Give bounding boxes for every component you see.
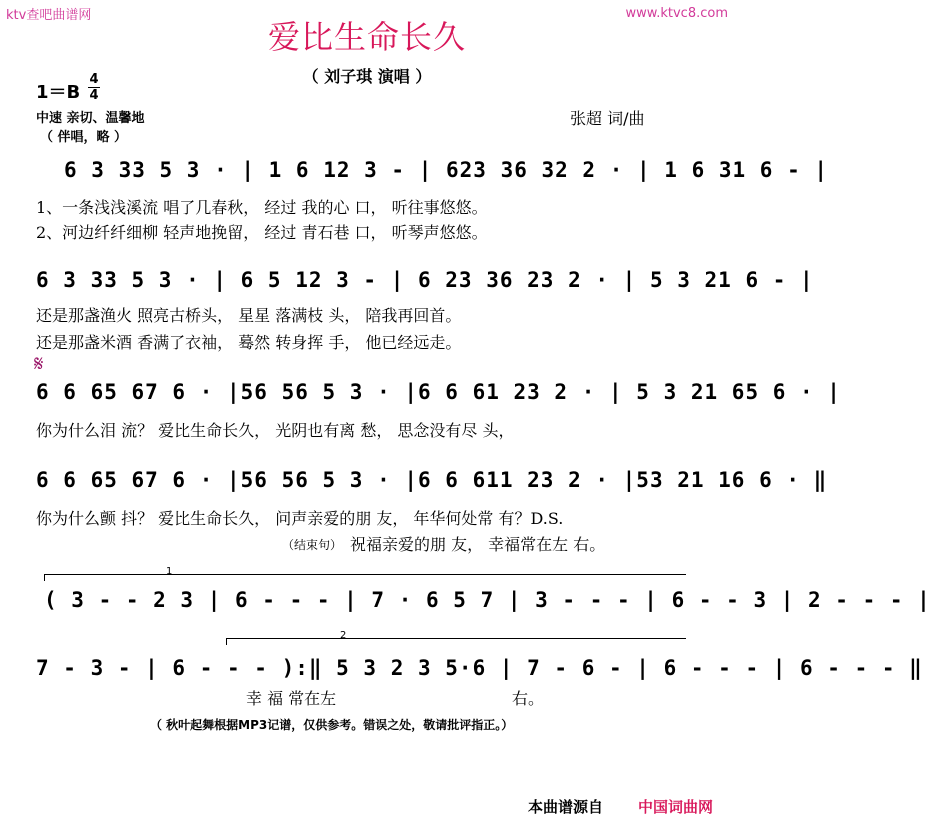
notation-row-3: 6 6 65 67 6 · |56 56 5 3 · |6 6 61 23 2 · | 5 3 21 65 6 · | (36, 380, 841, 404)
notation-row-2: 6 3 33 5 3 · | 6 5 12 3 - | 6 23 36 23 2 · | 5 3 21 6 - | (36, 268, 814, 292)
volta-1-bracket (44, 574, 171, 581)
volta-lyric-b: 右。 (512, 689, 545, 708)
author-credit: 张超 词/曲 (570, 109, 645, 128)
ending-label: （结束句） (282, 538, 343, 552)
lyric-row-3: 你为什么泪 流？ 爱比生命长久， 光阴也有离 愁， 思念没有尽 头， (36, 421, 515, 440)
tempo-marking: 中速 亲切、温馨地 (36, 111, 145, 126)
time-signature-top: 4 (89, 72, 99, 87)
volta-2-bracket (226, 638, 343, 645)
notation-row-4: 6 6 65 67 6 · |56 56 5 3 · |6 6 611 23 2 · |53 21 16 6 · ‖ (36, 468, 828, 492)
lyric-row-2-verse-2: 还是那盏米酒 香满了衣袖， 蓦然 转身挥 手， 他已经远走。 (36, 333, 462, 352)
source-label: 本曲谱源自 (528, 798, 604, 816)
volta-1-extension (170, 574, 686, 575)
footnote: （ 秋叶起舞根据MP3记谱，仅供参考。错误之处，敬请批评指正。） (150, 718, 514, 732)
source-site: 中国词曲网 (638, 798, 714, 816)
lyric-row-2-verse-1: 还是那盏渔火 照亮古桥头， 星星 落满枝 头， 陪我再回首。 (36, 306, 462, 325)
volta-2-number: 2 (340, 630, 347, 641)
lyric-row-1-verse-1: 1、一条浅浅溪流 唱了几春秋， 经过 我的心 口， 听往事悠悠。 (36, 198, 488, 217)
accompaniment-note: （ 伴唱，略 ） (40, 130, 128, 145)
volta-lyric-a: 幸 福 常在左 (246, 689, 337, 708)
key-signature: 1＝B (36, 82, 81, 103)
segno-sign: 𝄋 (34, 352, 44, 377)
volta-1-number: 1 (166, 566, 173, 577)
volta-2-extension (342, 638, 686, 639)
time-signature-bottom: 4 (89, 88, 99, 103)
notation-row-6: 7 - 3 - | 6 - - - ):‖ 5 3 2 3 5·6 | 7 - 6 - | 6 - - - | 6 - - - ‖ (36, 656, 923, 680)
time-signature (88, 73, 100, 102)
lyric-row-4: 你为什么颤 抖？ 爱比生命长久， 问声亲爱的朋 友， 年华何处常 有？D.S. (36, 509, 564, 528)
watermark-right: www.ktvc8.com (625, 6, 728, 21)
song-title: 爱比生命长久 (267, 18, 466, 56)
watermark-left: ktv查吧曲谱网 (6, 8, 92, 23)
ending-lyric: 祝福亲爱的朋 友， 幸福常在左 右。 (350, 535, 606, 554)
notation-row-5: ( 3 - - 2 3 | 6 - - - | 7 · 6 5 7 | 3 - - - | 6 - - 3 | 2 - - - | (44, 588, 931, 612)
singer-credit: （ 刘子琪 演唱 ） (302, 67, 432, 86)
lyric-row-1-verse-2: 2、河边纤纤细柳 轻声地挽留， 经过 青石巷 口， 听琴声悠悠。 (36, 223, 488, 242)
notation-row-1: 6 3 33 5 3 · | 1 6 12 3 - | 623 36 32 2 · | 1 6 31 6 - | (64, 158, 829, 182)
